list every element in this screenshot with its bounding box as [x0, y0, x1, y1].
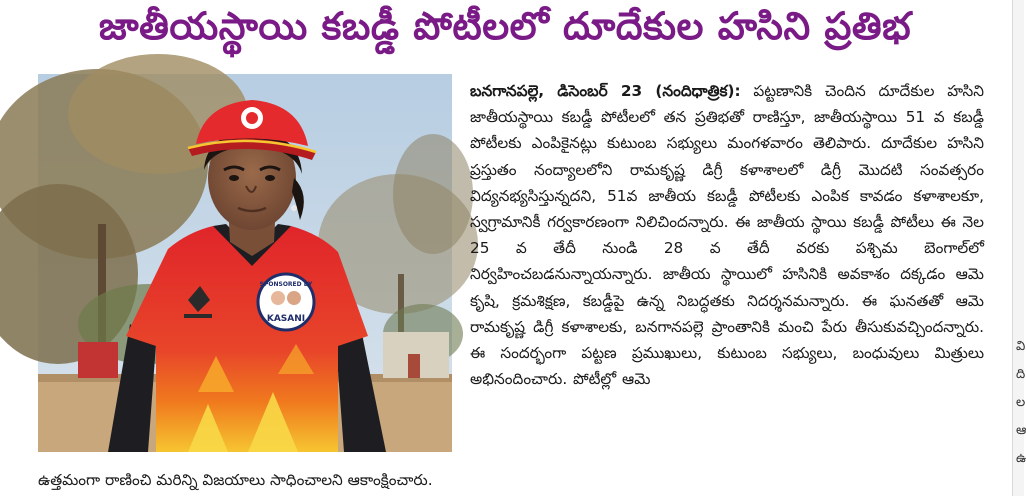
edge-char: ఉ	[1016, 451, 1026, 466]
edge-char: వి	[1016, 339, 1026, 354]
article-dateline: బనగానపల్లె, డిసెంబర్ 23 (నందిధాత్రిక):	[470, 82, 741, 100]
jersey-sponsor-badge	[258, 274, 314, 330]
edge-char: ది	[1016, 367, 1026, 382]
article-closing-line: ఉత్తమంగా రాణించి మరిన్ని విజయాలు సాధించాలని ఆకాంక్షించారు.	[38, 471, 433, 489]
article-text: పట్టణానికి చెందిన దూదేకుల హసిని జాతీయస్థాయి కబడ్డీ పోటీలలో తన ప్రతిభతో రాణిస్తూ, జాతీయస్థాయి 51 వ కబడ్డీ పోటీలకు ఎంపికైనట్లు కుటుంబ సభ్యులు మంగళవారం తెలిపారు. దూదేకుల హసిని ప్రస్తుతం నంద్యాలలోని రామకృష్ణ డిగ్రీ కళాశాలలో డిగ్రీ మొదటి సంవత్సరం విద్యనభ్యసిస్తున్నదని, 51వ జాతీయ కబడ్డీ పోటీలకు ఎంపిక కావడం కళాశాలకూ, స్వగ్రామానికీ గర్వకారణంగా నిలిచిందన్నారు. ఈ జాతీయ స్థాయి కబడ్డీ పోటీలు ఈ నెల 25 వ తేదీ నుండి 28 వ తేదీ వరకు పశ్చిమ బెంగాల్‌లో నిర్వహించబడనున్నాయన్నారు. జాతీయ స్థాయిలో హసినికి అవకాశం దక్కడం ఆమె కృషి, క్రమశిక్షణ, కబడ్డీపై ఉన్న నిబద్ధతకు నిదర్శనమన్నారు. ఈ ఘనతతో ఆమె రామకృష్ణ డిగ్రీ కళాశాలకు, బనగానపల్లె ప్రాంతానికి మంచి పేరు తీసుకువచ్చిందన్నారు. ఈ సందర్భంగా పట్టణ ప్రముఖులు, కుటుంబ సభ్యులు, బంధువులు మిత్రులు అభినందించారు. పోటీల్లో ఆమె	[470, 82, 984, 389]
headline: జాతీయస్థాయి కబడ్డీ పోటీలలో దూదేకుల హసిని ప్రతిభ	[98, 4, 912, 48]
article-body	[470, 78, 984, 392]
edge-char: ల	[1016, 395, 1026, 410]
badge-text: KASANI	[266, 314, 306, 324]
edge-char: ఆ	[1016, 423, 1026, 438]
adjacent-page-edge	[1012, 0, 1024, 496]
player-photo	[38, 74, 452, 452]
badge-top-text: SPONSORED BY	[259, 281, 313, 288]
player-photo-illustration	[38, 74, 452, 452]
